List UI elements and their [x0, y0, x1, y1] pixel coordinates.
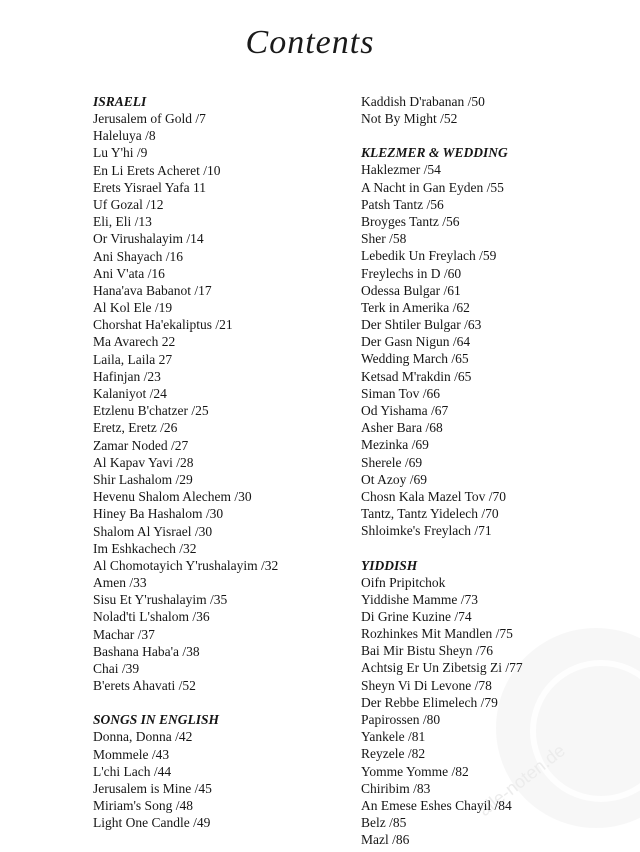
contents-entry: Terk in Amerika /62 — [361, 299, 470, 315]
contents-entry: Al Kapav Yavi /28 — [93, 454, 194, 470]
section-heading: SONGS IN ENGLISH — [93, 712, 220, 728]
contents-entry: Donna, Donna /42 — [93, 729, 193, 745]
contents-entry: Yankele /81 — [361, 729, 426, 745]
contents-entry: Ketsad M'rakdin /65 — [361, 368, 472, 384]
contents-entry: Papirossen /80 — [361, 712, 441, 727]
contents-entry: Oifn Pripitchok — [361, 574, 446, 590]
contents-section — [361, 144, 611, 539]
contents-entry: Broyges Tantz /56 — [361, 213, 460, 229]
contents-entry: Lu Y'hi /9 — [93, 145, 148, 161]
contents-entry: Laila, Laila 27 — [93, 351, 173, 367]
contents-entry: Erets Yisrael Yafa 11 — [93, 179, 206, 195]
contents-entry: Mommele /43 — [93, 746, 170, 762]
contents-entry: Achtsig Er Un Zibetsig Zi /77 — [361, 660, 523, 676]
contents-entry: A Nacht in Gan Eyden /55 — [361, 179, 504, 195]
contents-entry: L'chi Lach /44 — [93, 763, 172, 779]
contents-entry: Not By Might /52 — [361, 111, 458, 127]
contents-entry: Amen /33 — [93, 575, 147, 591]
watermark-text: alle-noten.de — [474, 740, 569, 821]
right-column — [361, 93, 611, 849]
contents-entry: En Li Erets Acheret /10 — [93, 162, 221, 178]
contents-entry: Tantz, Tantz Yidelech /70 — [361, 506, 499, 522]
contents-entry: Di Grine Kuzine /74 — [361, 608, 472, 624]
contents-entry: Eli, Eli /13 — [93, 214, 152, 230]
contents-entry: Sher /58 — [361, 231, 407, 247]
contents-entry: Shalom Al Yisrael /30 — [93, 523, 213, 539]
contents-entry: Sheyn Vi Di Levone /78 — [361, 677, 492, 693]
section-gap — [361, 127, 611, 144]
contents-entry: Machar /37 — [93, 626, 155, 642]
contents-entry: An Emese Eshes Chayil /84 — [361, 797, 512, 813]
contents-entry: Odessa Bulgar /61 — [361, 282, 461, 298]
contents-entry: Hana'ava Babanot /17 — [93, 282, 212, 298]
contents-entry: Hiney Ba Hashalom /30 — [93, 506, 224, 522]
contents-entry: Zamar Noded /27 — [93, 437, 189, 453]
contents-entry: Jerusalem of Gold /7 — [93, 111, 206, 126]
contents-entry: Der Gasn Nigun /64 — [361, 334, 471, 350]
contents-entry: Shir Lashalom /29 — [93, 471, 193, 487]
contents-entry: Od Yishama /67 — [361, 403, 449, 418]
contents-entry: Mazl /86 — [361, 832, 410, 848]
contents-entry: Haleluya /8 — [93, 128, 156, 144]
contents-entry: Ani V'ata /16 — [93, 265, 165, 281]
contents-entry: Siman Tov /66 — [361, 385, 441, 401]
section-heading: ISRAELI — [93, 94, 147, 109]
contents-entry: Belz /85 — [361, 815, 407, 831]
contents-entry: Ani Shayach /16 — [93, 248, 183, 264]
contents-entry: Ma Avarech 22 — [93, 334, 176, 350]
contents-entry: Eretz, Eretz /26 — [93, 420, 178, 436]
section-gap — [361, 540, 611, 557]
contents-entry: Bai Mir Bistu Sheyn /76 — [361, 643, 494, 659]
contents-entry: Etzlenu B'chatzer /25 — [93, 403, 209, 419]
contents-entry: Lebedik Un Freylach /59 — [361, 248, 497, 264]
contents-entry: Der Shtiler Bulgar /63 — [361, 317, 482, 333]
contents-entry: Chosn Kala Mazel Tov /70 — [361, 488, 507, 504]
contents-entry: Mezinka /69 — [361, 437, 429, 453]
contents-entry: Hafinjan /23 — [93, 368, 161, 384]
contents-entry: Im Eshkachech /32 — [93, 540, 197, 556]
contents-entry: Patsh Tantz /56 — [361, 196, 444, 212]
contents-entry: Der Rebbe Elimelech /79 — [361, 694, 498, 710]
contents-entry: Asher Bara /68 — [361, 420, 443, 436]
contents-entry: Chiribim /83 — [361, 780, 431, 796]
contents-entry: Uf Gozal /12 — [93, 196, 164, 212]
contents-entry: Haklezmer /54 — [361, 162, 441, 178]
section-heading: KLEZMER & WEDDING — [361, 145, 508, 161]
contents-entry: Nolad'ti L'shalom /36 — [93, 609, 210, 625]
section-heading: YIDDISH — [361, 557, 418, 573]
contents-entry: Al Kol Ele /19 — [93, 300, 173, 316]
contents-section — [361, 93, 611, 127]
contents-entry: Sisu Et Y'rushalayim /35 — [93, 592, 228, 608]
section-gap — [93, 694, 343, 711]
left-column — [93, 93, 343, 832]
contents-section — [93, 711, 343, 831]
contents-entry: Freylechs in D /60 — [361, 265, 462, 281]
contents-entry: Bashana Haba'a /38 — [93, 643, 200, 659]
contents-entry: Chorshat Ha'ekaliptus /21 — [93, 317, 233, 333]
contents-section — [93, 93, 343, 694]
contents-entry: Ot Azoy /69 — [361, 471, 427, 487]
contents-entry: Light One Candle /49 — [93, 815, 211, 831]
contents-entry: Yomme Yomme /82 — [361, 763, 469, 779]
contents-entry: Or Virushalayim /14 — [93, 231, 204, 247]
contents-entry: Miriam's Song /48 — [93, 798, 193, 814]
contents-entry: Rozhinkes Mit Mandlen /75 — [361, 626, 513, 642]
contents-entry: Sherele /69 — [361, 454, 423, 470]
contents-entry: Al Chomotayich Y'rushalayim /32 — [93, 557, 279, 573]
page-title: Contents — [245, 24, 375, 61]
contents-entry: Kalaniyot /24 — [93, 386, 167, 401]
contents-entry: Yiddishe Mamme /73 — [361, 591, 478, 607]
contents-entry: Shloimke's Freylach /71 — [361, 523, 492, 539]
contents-section — [361, 557, 611, 849]
contents-entry: Reyzele /82 — [361, 746, 426, 762]
contents-entry: Kaddish D'rabanan /50 — [361, 94, 485, 109]
contents-entry: Hevenu Shalom Alechem /30 — [93, 489, 252, 505]
contents-entry: B'erets Ahavati /52 — [93, 678, 196, 694]
contents-entry: Wedding March /65 — [361, 351, 469, 367]
contents-entry: Jerusalem is Mine /45 — [93, 780, 212, 796]
contents-entry: Chai /39 — [93, 661, 140, 676]
